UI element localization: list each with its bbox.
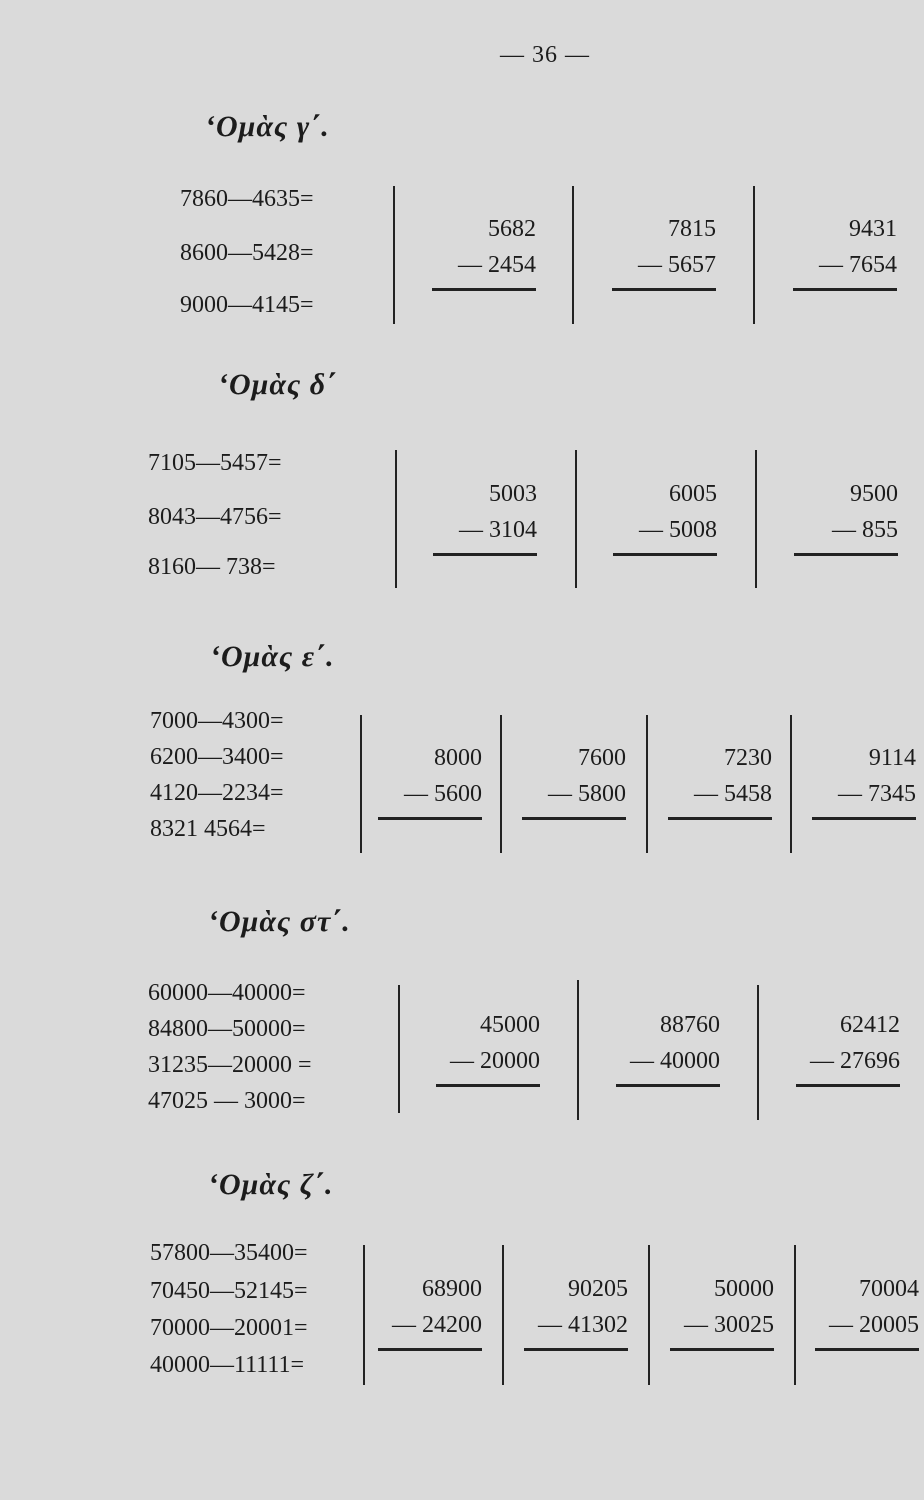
equation: 7105—5457= bbox=[148, 450, 282, 476]
subtrahend: — 855 bbox=[832, 517, 898, 543]
subtrahend: — 20000 bbox=[450, 1048, 540, 1074]
minuend: 5003 bbox=[489, 481, 537, 507]
subtrahend: — 27696 bbox=[810, 1048, 900, 1074]
column-divider bbox=[790, 715, 792, 853]
equation: 47025 — 3000= bbox=[148, 1088, 306, 1114]
sum-rule bbox=[670, 1348, 774, 1351]
subtrahend: — 7654 bbox=[819, 252, 897, 278]
column-divider bbox=[398, 985, 400, 1113]
sum-rule bbox=[668, 817, 772, 820]
sum-rule bbox=[378, 817, 482, 820]
column-divider bbox=[502, 1245, 504, 1385]
subtrahend: — 40000 bbox=[630, 1048, 720, 1074]
column-divider bbox=[360, 715, 362, 853]
minuend: 8000 bbox=[434, 745, 482, 771]
sum-rule bbox=[378, 1348, 482, 1351]
subtrahend: — 2454 bbox=[458, 252, 536, 278]
sum-rule bbox=[616, 1084, 720, 1087]
group-title: ‘Ομὰς ζ΄. bbox=[208, 1168, 334, 1201]
subtrahend: — 20005 bbox=[829, 1312, 919, 1338]
sum-rule bbox=[796, 1084, 900, 1087]
sum-rule bbox=[433, 553, 537, 556]
subtrahend: — 5600 bbox=[404, 781, 482, 807]
minuend: 68900 bbox=[422, 1276, 482, 1302]
equation: 7860—4635= bbox=[180, 186, 314, 212]
group-title: ‘Ομὰς γ΄. bbox=[205, 110, 330, 143]
column-divider bbox=[794, 1245, 796, 1385]
minuend: 9431 bbox=[849, 216, 897, 242]
sum-rule bbox=[432, 288, 536, 291]
minuend: 90205 bbox=[568, 1276, 628, 1302]
equation: 9000—4145= bbox=[180, 292, 314, 318]
equation: 70450—52145= bbox=[150, 1278, 308, 1304]
column-divider bbox=[755, 450, 757, 588]
equation: 6200—3400= bbox=[150, 744, 284, 770]
subtrahend: — 5458 bbox=[694, 781, 772, 807]
equation: 84800—50000= bbox=[148, 1016, 306, 1042]
minuend: 9114 bbox=[868, 745, 916, 771]
sum-rule bbox=[793, 288, 897, 291]
minuend: 88760 bbox=[660, 1012, 720, 1038]
column-divider bbox=[577, 980, 579, 1120]
equation: 31235—20000 = bbox=[148, 1052, 312, 1078]
minuend: 62412 bbox=[840, 1012, 900, 1038]
group-title: ‘Ομὰς στ΄. bbox=[208, 905, 351, 938]
column-divider bbox=[363, 1245, 365, 1385]
sum-rule bbox=[436, 1084, 540, 1087]
column-divider bbox=[757, 985, 759, 1120]
minuend: 6005 bbox=[669, 481, 717, 507]
sum-rule bbox=[812, 817, 916, 820]
minuend: 7230 bbox=[724, 745, 772, 771]
minuend: 45000 bbox=[480, 1012, 540, 1038]
column-divider bbox=[648, 1245, 650, 1385]
page-number: — 36 — bbox=[500, 42, 590, 68]
group-title: ‘Ομὰς δ΄ bbox=[218, 368, 338, 401]
minuend: 9500 bbox=[850, 481, 898, 507]
minuend: 50000 bbox=[714, 1276, 774, 1302]
subtrahend: — 24200 bbox=[392, 1312, 482, 1338]
equation: 8321 4564= bbox=[150, 816, 266, 842]
equation: 4120—2234= bbox=[150, 780, 284, 806]
minuend: 7815 bbox=[668, 216, 716, 242]
sum-rule bbox=[524, 1348, 628, 1351]
equation: 8043—4756= bbox=[148, 504, 282, 530]
subtrahend: — 5657 bbox=[638, 252, 716, 278]
subtrahend: — 41302 bbox=[538, 1312, 628, 1338]
subtrahend: — 5008 bbox=[639, 517, 717, 543]
subtrahend: — 3104 bbox=[459, 517, 537, 543]
subtrahend: — 7345 bbox=[838, 781, 916, 807]
sum-rule bbox=[613, 553, 717, 556]
minuend: 7600 bbox=[578, 745, 626, 771]
group-title: ‘Ομὰς ε΄. bbox=[210, 640, 335, 673]
sum-rule bbox=[522, 817, 626, 820]
column-divider bbox=[500, 715, 502, 853]
equation: 8160— 738= bbox=[148, 554, 276, 580]
equation: 70000—20001= bbox=[150, 1315, 308, 1341]
column-divider bbox=[575, 450, 577, 588]
equation: 60000—40000= bbox=[148, 980, 306, 1006]
minuend: 5682 bbox=[488, 216, 536, 242]
minuend: 70004 bbox=[859, 1276, 919, 1302]
equation: 8600—5428= bbox=[180, 240, 314, 266]
column-divider bbox=[393, 186, 395, 324]
column-divider bbox=[646, 715, 648, 853]
equation: 57800—35400= bbox=[150, 1240, 308, 1266]
subtrahend: — 5800 bbox=[548, 781, 626, 807]
column-divider bbox=[395, 450, 397, 588]
equation: 40000—11111= bbox=[150, 1352, 304, 1378]
sum-rule bbox=[815, 1348, 919, 1351]
column-divider bbox=[572, 186, 574, 324]
sum-rule bbox=[794, 553, 898, 556]
column-divider bbox=[753, 186, 755, 324]
equation: 7000—4300= bbox=[150, 708, 284, 734]
sum-rule bbox=[612, 288, 716, 291]
subtrahend: — 30025 bbox=[684, 1312, 774, 1338]
